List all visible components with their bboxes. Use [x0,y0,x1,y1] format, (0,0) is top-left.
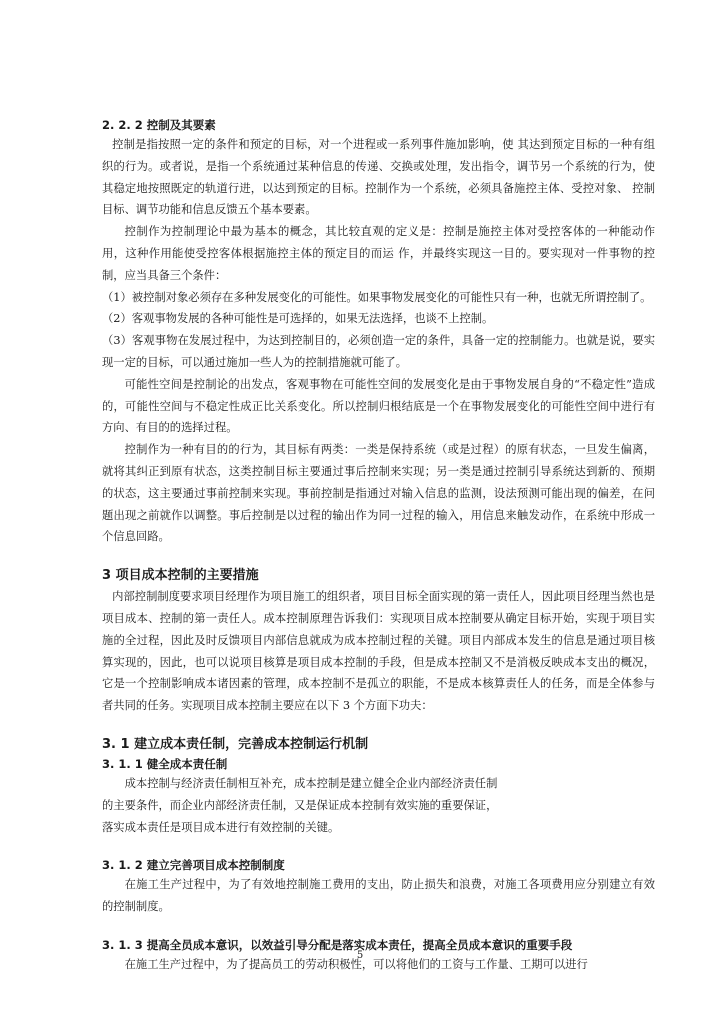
paragraph: 控制作为一种有目的的行为，其目标有两类：一类是保持系统（或是过程）的原有状态，一旦发生偏离，就将其纠正到原有状态，这类控制目标主要通过事后控制来实现；另一类是通过控制引导系统达到新的、预期的状态，这主要通过事前控制来实现。事前控制是指通过对输入信息的监测，设法预测可能出现的偏差，在问题出现之前就作以调整。事后控制是以过程的输出作为同一过程的输入，用信息来触发动作，在系统中形成一个信息回路。 [102,443,655,544]
section-heading-3-1-1: 3. 1. 1 健全成本责任制 [102,756,228,771]
paragraph-line: 落实成本责任是项目成本进行有效控制的关键。 [102,820,340,834]
condition-item-1: （1）被控制对象必须存在多种发展变化的可能性。如果事物发展变化的可能性只有一种，也就无所谓控制了。 [102,290,652,304]
paragraph-line: 成本控制与经济责任制相互补充，成本控制是建立健全企业内部经济责任制 [124,776,498,790]
page-number: 5 [356,950,364,961]
paragraph: 在施工生产过程中，为了提高员工的劳动积极性，可以将他们的工资与工作量、工期可以进行 [124,957,588,971]
page-body [102,116,655,976]
section-heading-3-1: 3. 1 建立成本责任制，完善成本控制运行机制 [102,736,369,752]
paragraph: 控制作为控制理论中最为基本的概念，其比较直观的定义是：控制是施控主体对受控客体的一种能动作用，这种作用能使受控客体根据施控主体的预定目的而运 作，并最终实现这一目的。要实现对一件事物的控制，应当具备三个条件： [102,225,655,282]
paragraph: 在施工生产过程中，为了有效地控制施工费用的支出，防止损失和浪费，对施工各项费用应分别建立有效的控制制度。 [102,878,655,914]
section-heading-3: 3 项目成本控制的主要措施 [102,568,259,584]
section-heading-3-1-2: 3. 1. 2 建立完善项目成本控制制度 [102,858,285,873]
section-heading-3-1-3: 3. 1. 3 提高全员成本意识，以效益引导分配是落实成本责任，提高全员成本意识的重要手段 [102,937,573,952]
paragraph: 控制是指按照一定的条件和预定的目标，对一个进程或一系列事件施加影响，使 其达到预定目标的一种有组织的行为。或者说，是指一个系统通过某种信息的传递、交换或处理，发出指令，调节另一个系统的行为，使其稳定地按照既定的轨道行进，以达到预定的目标。控制作为一个系统，必须具备施控主体、受控对象、 控制目标、调节功能和信息反馈五个基本要素。 [102,138,655,217]
condition-item-2: （2）客观事物发展的各种可能性是可选择的，如果无法选择，也谈不上控制。 [102,312,494,326]
condition-item-3: （3）客观事物在发展过程中，为达到控制目的，必须创造一定的条件，具备一定的控制能力。也就是说，要实现一定的目标，可以通过施加一些人为的控制措施就可能了。 [102,334,655,369]
section-heading-2-2-2: 2. 2. 2 控制及其要素 [102,118,216,132]
paragraph-line: 的主要条件，而企业内部经济责任制，又是保证成本控制有效实施的重要保证， [102,798,498,812]
paragraph: 内部控制制度要求项目经理作为项目施工的组织者，项目目标全面实现的第一责任人，因此项目经理当然也是项目成本、控制的第一责任人。成本控制原理告诉我们：实现项目成本控制要从确定目标开始，实现于项目实施的全过程，因此及时反馈项目内部信息就成为成本控制过程的关键。项目内部成本发生的信息是通过项目核算实现的，因此，也可以说项目核算是项目成本控制的手段，但是成本控制又不是消极反映成本支出的概况，它是一个控制影响成本诸因素的管理，成本控制不是孤立的职能，不是成本核算责任人的任务，而是全体参与者共同的任务。实现项目成本控制主要应在以下 3 个方面下功夫： [102,590,655,713]
paragraph: 可能性空间是控制论的出发点，客观事物在可能性空间的发展变化是由于事物发展自身的“不稳定性”造成的，可能性空间与不稳定性成正比关系变化。所以控制归根结底是一个在事物发展变化的可能性空间中进行有方向、有目的的选择过程。 [102,377,655,435]
